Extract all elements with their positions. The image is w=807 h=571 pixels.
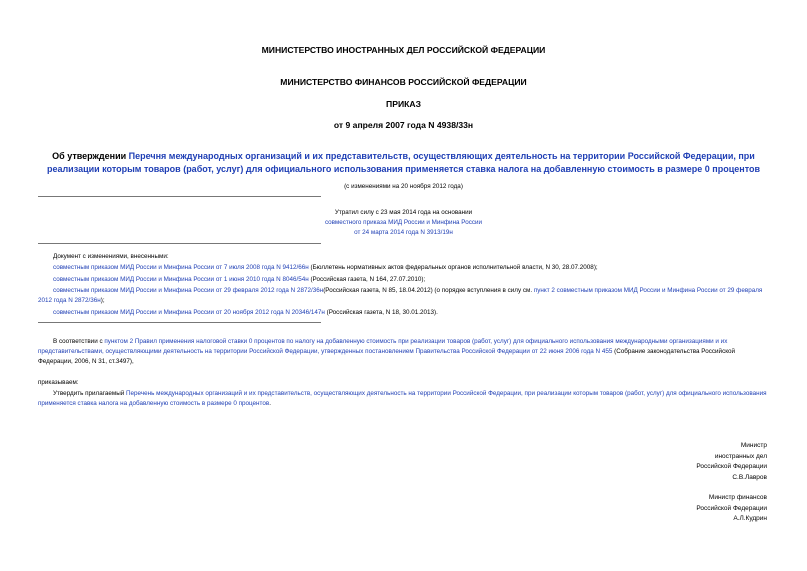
preamble-end: (Собрание законодательства Российской Федерации, 2006, N 31, ст.3497), xyxy=(38,348,736,365)
government-resolution-link[interactable]: постановлением Правительства Российской Федерации от 22 июня 2006 года N 455 xyxy=(365,348,613,355)
signature-line: Российской Федерации xyxy=(696,504,767,512)
ministry-foreign-affairs-heading: МИНИСТЕРСТВО ИНОСТРАННЫХ ДЕЛ РОССИЙСКОЙ ФЕДЕРАЦИИ xyxy=(261,45,546,55)
operative-start: Утвердить прилагаемый xyxy=(53,390,127,397)
change-order-link[interactable]: совместным приказом МИД России и Минфина России от 29 февраля 2012 года N 2872/36н xyxy=(53,287,324,294)
change-order-link[interactable]: совместным приказом МИД России и Минфина России от 1 июня 2010 года N 8046/54н xyxy=(53,276,309,283)
preamble-start: В соответствии с xyxy=(53,338,105,345)
divider-line xyxy=(38,243,321,244)
signature-finance-minister xyxy=(696,493,767,525)
amended-note: (с изменениями на 20 ноября 2012 года) xyxy=(344,183,463,190)
date-number-heading: от 9 апреля 2007 года N 4938/33н xyxy=(333,120,474,130)
change-source: (Российская газета, N 85, 18.04.2012) (о порядке вступления в силу см. xyxy=(323,287,534,294)
title-prefix: Об утверждении xyxy=(52,151,129,161)
change-item-1 xyxy=(53,263,598,272)
change-entry-into-force-link[interactable]: пункт 2 совместным приказом МИД России и Минфина России от 29 февраля 2012 года N 2872/36н xyxy=(38,287,763,304)
status-line: Утратил силу с 23 мая 2014 года на основании xyxy=(334,209,473,216)
operative-paragraph xyxy=(38,389,771,409)
divider-line xyxy=(38,196,321,197)
operative-end: . xyxy=(269,400,271,407)
preamble-paragraph xyxy=(38,337,771,367)
title-list-link[interactable]: Перечня международных организаций и их представительств, осуществляющих деятельность на территории Российской Федерации, при реализации которым товаров (работ, услуг) для официального использования применяется ставка налога на добавленную стоимость в размере 0 процентов xyxy=(46,151,761,174)
change-order-link[interactable]: совместным приказом МИД России и Минфина России от 20 ноября 2012 года N 20346/147н xyxy=(53,309,325,316)
signature-line: Министр финансов xyxy=(708,494,767,501)
status-joint-order-link xyxy=(0,218,807,227)
change-source: (Российская газета, N 164, 27.07.2010); xyxy=(308,276,426,283)
change-source: (Российская газета, N 18, 30.01.2013). xyxy=(324,309,438,316)
signature-foreign-minister xyxy=(696,441,767,483)
ministry-finance-heading: МИНИСТЕРСТВО ФИНАНСОВ РОССИЙСКОЙ ФЕДЕРАЦИИ xyxy=(280,77,527,87)
signature-line: Министр xyxy=(740,442,767,449)
change-source-end: ); xyxy=(100,296,105,304)
signature-line: Российской Федерации xyxy=(696,463,767,470)
change-item-2 xyxy=(53,275,425,284)
signature-name: С.В.Лавров xyxy=(732,473,767,481)
document-title xyxy=(40,150,767,175)
repeal-order-link[interactable]: совместного приказа МИД России и Минфина России xyxy=(324,219,483,226)
signature-name: А.Л.Кудрин xyxy=(733,515,767,522)
change-item-3 xyxy=(38,286,771,305)
change-item-4 xyxy=(53,308,438,317)
rules-clause-link[interactable]: пунктом 2 Правил применения налоговой ставки 0 процентов по налогу на добавленную стоимость при реализации товаров (работ, услуг) для официального использования международными организациями и их представительствами, осуществляющими деятельность на территории Российской Федерации, утвержденных xyxy=(38,338,728,355)
repeal-order-date-link[interactable]: от 24 марта 2014 года N 3913/19н xyxy=(354,229,453,236)
approved-list-link[interactable]: Перечень международных организаций и их представительств, осуществляющих деятельность на территории Российской Федерации, при реализации которым товаров (работ, услуг) для официального использования применяется ставка налога на добавленную стоимость в размере 0 процентов xyxy=(38,390,767,407)
change-source: (Бюллетень нормативных актов федеральных органов исполнительной власти, N 30, 28.07.2008); xyxy=(308,264,598,271)
order-word: приказываем: xyxy=(38,379,79,386)
divider-line xyxy=(38,322,321,323)
status-date-link xyxy=(0,228,807,237)
changes-intro: Документ с изменениями, внесенными: xyxy=(53,253,169,260)
signature-line: иностранных дел xyxy=(714,452,767,460)
document-type-heading: ПРИКАЗ xyxy=(386,99,421,109)
change-order-link[interactable]: совместным приказом МИД России и Минфина России от 7 июля 2008 года N 9412/66н xyxy=(53,264,309,271)
